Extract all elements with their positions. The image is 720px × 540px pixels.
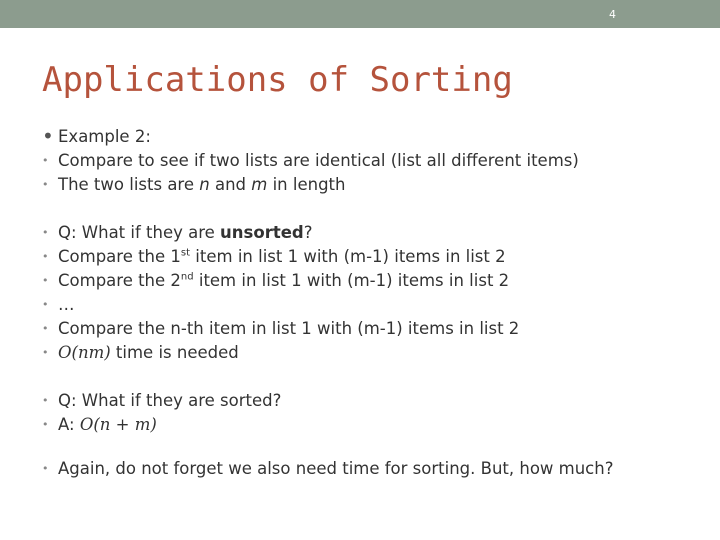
math-expression: O(nm): [58, 343, 111, 362]
bullet-text: in length: [267, 175, 346, 194]
spacer: [40, 365, 690, 389]
bullet-text: Compare to see if two lists are identical (list all different items): [58, 151, 579, 170]
bullet-sorted-question: [40, 389, 690, 413]
spacer: [40, 437, 690, 457]
superscript: nd: [180, 271, 194, 283]
bullet-time-needed: [40, 341, 690, 365]
bullet-text: ?: [303, 223, 313, 242]
bullet-compare-first: [40, 245, 690, 269]
slide-title: Applications of Sorting: [42, 60, 513, 100]
bullet-compare-identical: [40, 149, 690, 173]
superscript: st: [180, 247, 191, 259]
bullet-text: Again, do not forget we also need time for sorting. But, how much?: [58, 459, 614, 478]
bullet-text: The two lists are: [58, 175, 200, 194]
bullet-example: [40, 125, 690, 149]
bullet-list-lengths: [40, 173, 690, 197]
top-bar: [0, 0, 720, 28]
bullet-text: and: [209, 175, 252, 194]
bold-unsorted: unsorted: [220, 223, 304, 242]
spacer: [40, 197, 690, 221]
bullet-sorting-time: [40, 457, 690, 481]
bullet-text: …: [58, 295, 75, 314]
bullet-text: Q: What if they are sorted?: [58, 391, 282, 410]
bullet-text: Compare the 2: [58, 271, 181, 290]
bullet-list: [40, 125, 690, 481]
var-m: m: [251, 175, 268, 194]
bullet-text: Example 2:: [58, 127, 151, 146]
bullet-unsorted-question: [40, 221, 690, 245]
bullet-compare-second: [40, 269, 690, 293]
bullet-text: A:: [58, 415, 80, 434]
bullet-text: Q: What if they are: [58, 223, 221, 242]
bullet-text: time is needed: [110, 343, 239, 362]
bullet-ellipsis: [40, 293, 690, 317]
bullet-text: Compare the n-th item in list 1 with (m-1) items in list 2: [58, 319, 520, 338]
bullet-text: Compare the 1: [58, 247, 181, 266]
math-expression: O(n + m): [79, 415, 157, 434]
var-n: n: [199, 175, 210, 194]
bullet-compare-nth: [40, 317, 690, 341]
bullet-text: item in list 1 with (m-1) items in list 2: [193, 271, 510, 290]
slide-number: 4: [609, 8, 616, 21]
bullet-answer: [40, 413, 690, 437]
bullet-text: item in list 1 with (m-1) items in list 2: [190, 247, 506, 266]
